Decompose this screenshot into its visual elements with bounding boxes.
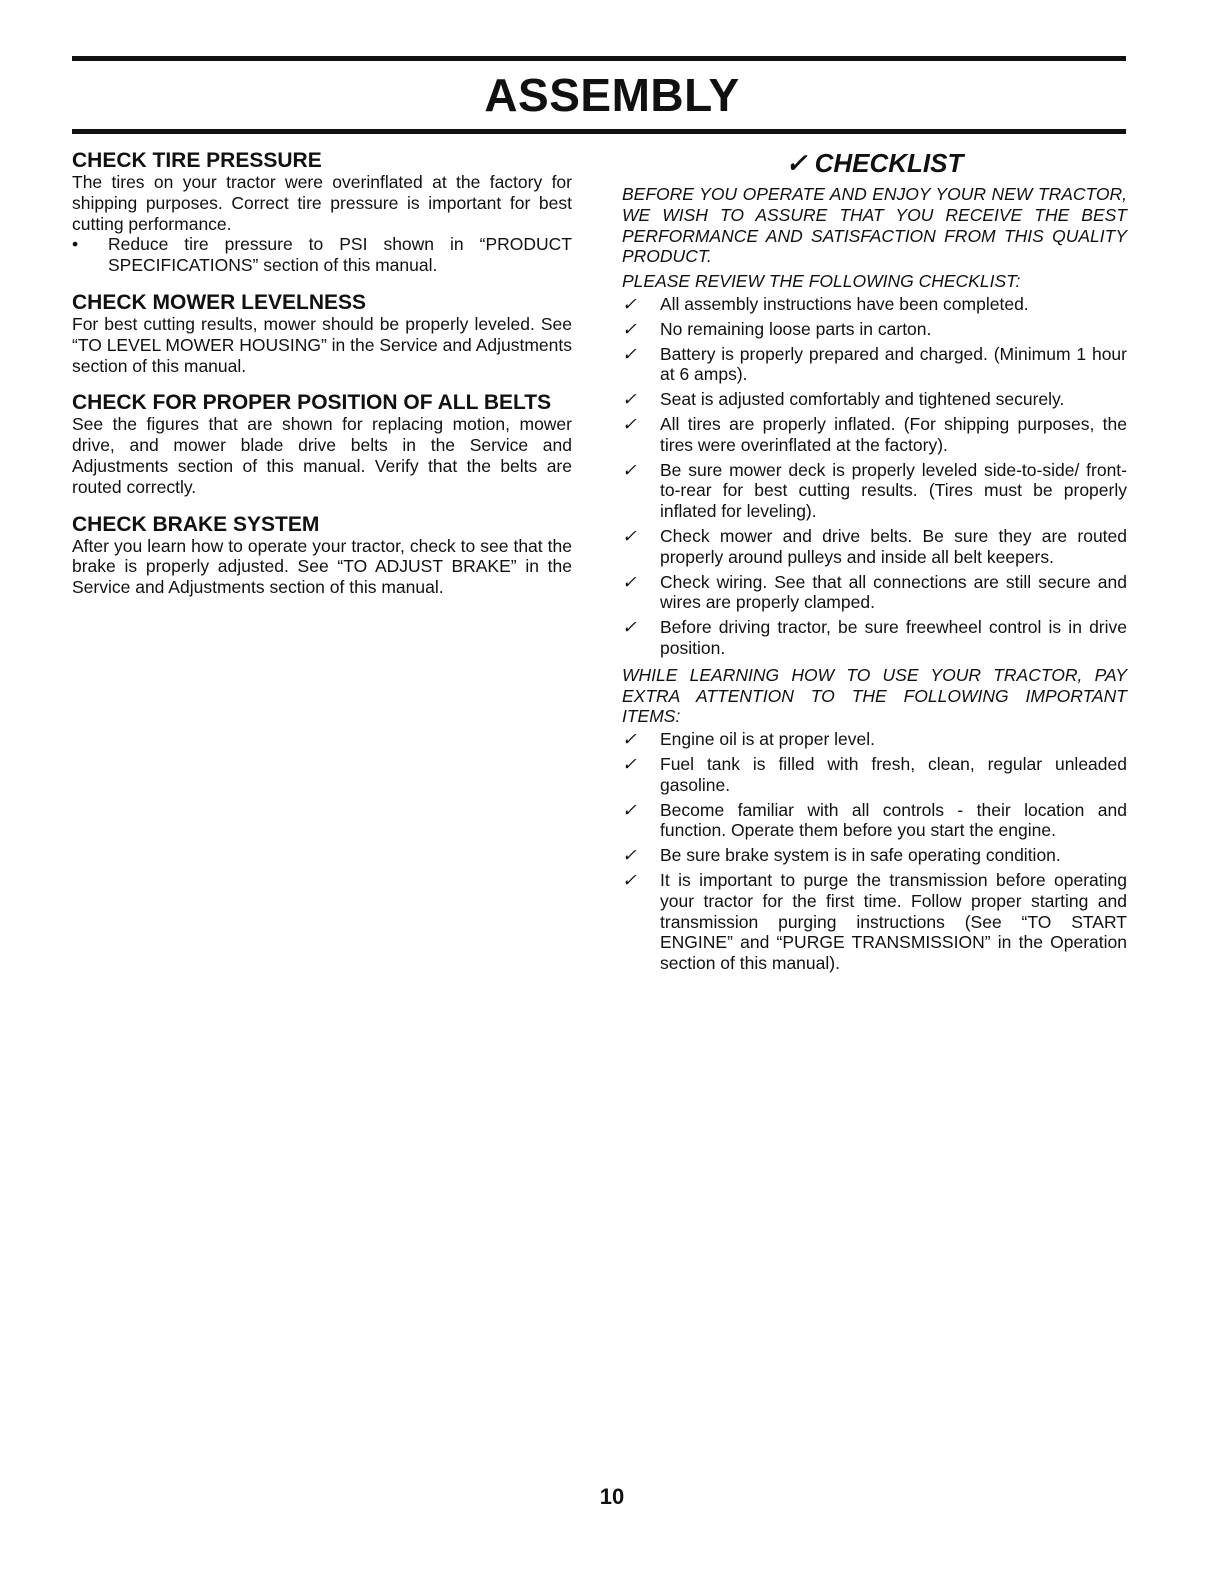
right-column bbox=[622, 150, 1127, 980]
section-body: For best cutting results, mower should be properly leveled. See “TO LEVEL MOWER HOUSING” in the Service and Adjustments section of this manual. bbox=[72, 313, 572, 376]
check-mark-icon: ✓ bbox=[622, 753, 637, 774]
checklist-item-text: Be sure brake system is in safe operating condition. bbox=[660, 845, 1061, 866]
section-heading: CHECK BRAKE SYSTEM bbox=[72, 512, 320, 536]
section-heading: CHECK MOWER LEVELNESS bbox=[72, 290, 367, 314]
check-mark-icon: ✓ bbox=[622, 869, 637, 890]
checklist-item-text: No remaining loose parts in carton. bbox=[660, 318, 932, 339]
checklist-item-text: It is important to purge the transmission before operating your tractor for the first time. Follow proper starting and transmission purging instructions (See “TO START ENGINE” and “PURGE TRANSMISSION” in the Operation section of this manual). bbox=[660, 869, 1127, 974]
check-mark-icon: ✓ bbox=[622, 729, 637, 750]
left-column bbox=[72, 150, 572, 614]
checklist-item bbox=[622, 344, 1127, 386]
checklist-item bbox=[622, 754, 1127, 796]
while-label: WHILE LEARNING HOW TO USE YOUR TRACTOR, PAY EXTRA ATTENTION TO THE FOLLOWING IMPORTANT ITEMS: bbox=[622, 664, 1127, 727]
checklist-item-text: Battery is properly prepared and charged. (Minimum 1 hour at 6 amps). bbox=[660, 343, 1127, 385]
checklist-item-text: Check wiring. See that all connections are still secure and wires are properly clamped. bbox=[660, 571, 1127, 613]
checklist-item bbox=[622, 294, 1127, 315]
page-number: 10 bbox=[599, 1484, 625, 1509]
checklist-item bbox=[622, 460, 1127, 522]
checklist-item bbox=[622, 389, 1127, 410]
checklist-item-text: All tires are properly inflated. (For shipping purposes, the tires were overinflated at the factory). bbox=[660, 413, 1127, 455]
check-mark-icon: ✓ bbox=[622, 389, 637, 410]
check-mark-icon: ✓ bbox=[622, 799, 637, 820]
check-mark-icon: ✓ bbox=[622, 343, 637, 364]
list-item-text: Reduce tire pressure to PSI shown in “PRODUCT SPECIFICATIONS” section of this manual. bbox=[108, 234, 572, 276]
checklist-title: ✓ CHECKLIST bbox=[785, 148, 964, 178]
check-mark-icon: ✓ bbox=[622, 571, 637, 592]
checklist-item bbox=[622, 729, 1127, 750]
section-body: The tires on your tractor were overinflated at the factory for shipping purposes. Correct tire pressure is important for best cutting performance. bbox=[72, 172, 572, 234]
check-mark-icon: ✓ bbox=[622, 318, 637, 339]
checklist-item-text: Become familiar with all controls - their location and function. Operate them before you start the engine. bbox=[660, 799, 1127, 841]
check-mark-icon: ✓ bbox=[622, 845, 637, 866]
checklist-item-text: Check mower and drive belts. Be sure they are routed properly around pulleys and inside all belt keepers. bbox=[660, 525, 1127, 567]
checklist-item-text: All assembly instructions have been completed. bbox=[660, 293, 1029, 314]
checklist-item bbox=[622, 870, 1127, 974]
section-heading: CHECK FOR PROPER POSITION OF ALL BELTS bbox=[72, 391, 552, 415]
section-heading: CHECK TIRE PRESSURE bbox=[72, 149, 322, 172]
checklist-item bbox=[622, 800, 1127, 842]
check-mark-icon: ✓ bbox=[622, 617, 637, 638]
checklist-item bbox=[622, 617, 1127, 659]
check-mark-icon: ✓ bbox=[622, 525, 637, 546]
section-mower-levelness bbox=[72, 292, 572, 376]
checklist-item bbox=[622, 845, 1127, 866]
check-mark-icon: ✓ bbox=[622, 413, 637, 434]
important-items-list bbox=[622, 729, 1127, 974]
checklist-item bbox=[622, 526, 1127, 568]
checklist-item bbox=[622, 414, 1127, 456]
checklist-item-text: Fuel tank is filled with fresh, clean, regular unleaded gasoline. bbox=[660, 753, 1127, 795]
checklist-item-text: Be sure mower deck is properly leveled side-to-side/ front-to-rear for best cutting results. (Tires must be properly inflated for leveling). bbox=[660, 459, 1127, 522]
review-label: PLEASE REVIEW THE FOLLOWING CHECKLIST: bbox=[622, 271, 1021, 292]
section-belts bbox=[72, 392, 572, 497]
section-body: After you learn how to operate your tractor, check to see that the brake is properly adjusted. See “TO ADJUST BRAKE” in the Service and Adjustments section of this manual. bbox=[72, 535, 572, 598]
checklist-list bbox=[622, 294, 1127, 659]
check-mark-icon: ✓ bbox=[622, 459, 637, 480]
header-rule-top bbox=[72, 56, 1126, 61]
checklist-item-text: Before driving tractor, be sure freewheel control is in drive position. bbox=[660, 617, 1127, 658]
checklist-item-text: Seat is adjusted comfortably and tightened securely. bbox=[660, 389, 1065, 410]
page-title: ASSEMBLY bbox=[484, 69, 740, 121]
list-item bbox=[72, 234, 572, 276]
checklist-item-text: Engine oil is at proper level. bbox=[660, 729, 875, 750]
checklist-item bbox=[622, 572, 1127, 614]
section-tire-pressure bbox=[72, 150, 572, 276]
section-body: See the figures that are shown for replacing motion, mower drive, and mower blade drive belts in the Service and Adjustments section of this manual. Verify that the belts are routed correctly. bbox=[72, 414, 572, 497]
bullet-marker: • bbox=[72, 234, 79, 255]
checklist-item bbox=[622, 319, 1127, 340]
checklist-intro: BEFORE YOU OPERATE AND ENJOY YOUR NEW TRACTOR, WE WISH TO ASSURE THAT YOU RECEIVE THE BEST PERFORMANCE AND SATISFACTION FROM THIS QUALITY PRODUCT. bbox=[622, 184, 1127, 267]
bullet-list bbox=[72, 234, 572, 276]
header-rule-bottom bbox=[72, 129, 1126, 134]
section-brake-system bbox=[72, 514, 572, 598]
check-mark-icon: ✓ bbox=[622, 293, 637, 314]
